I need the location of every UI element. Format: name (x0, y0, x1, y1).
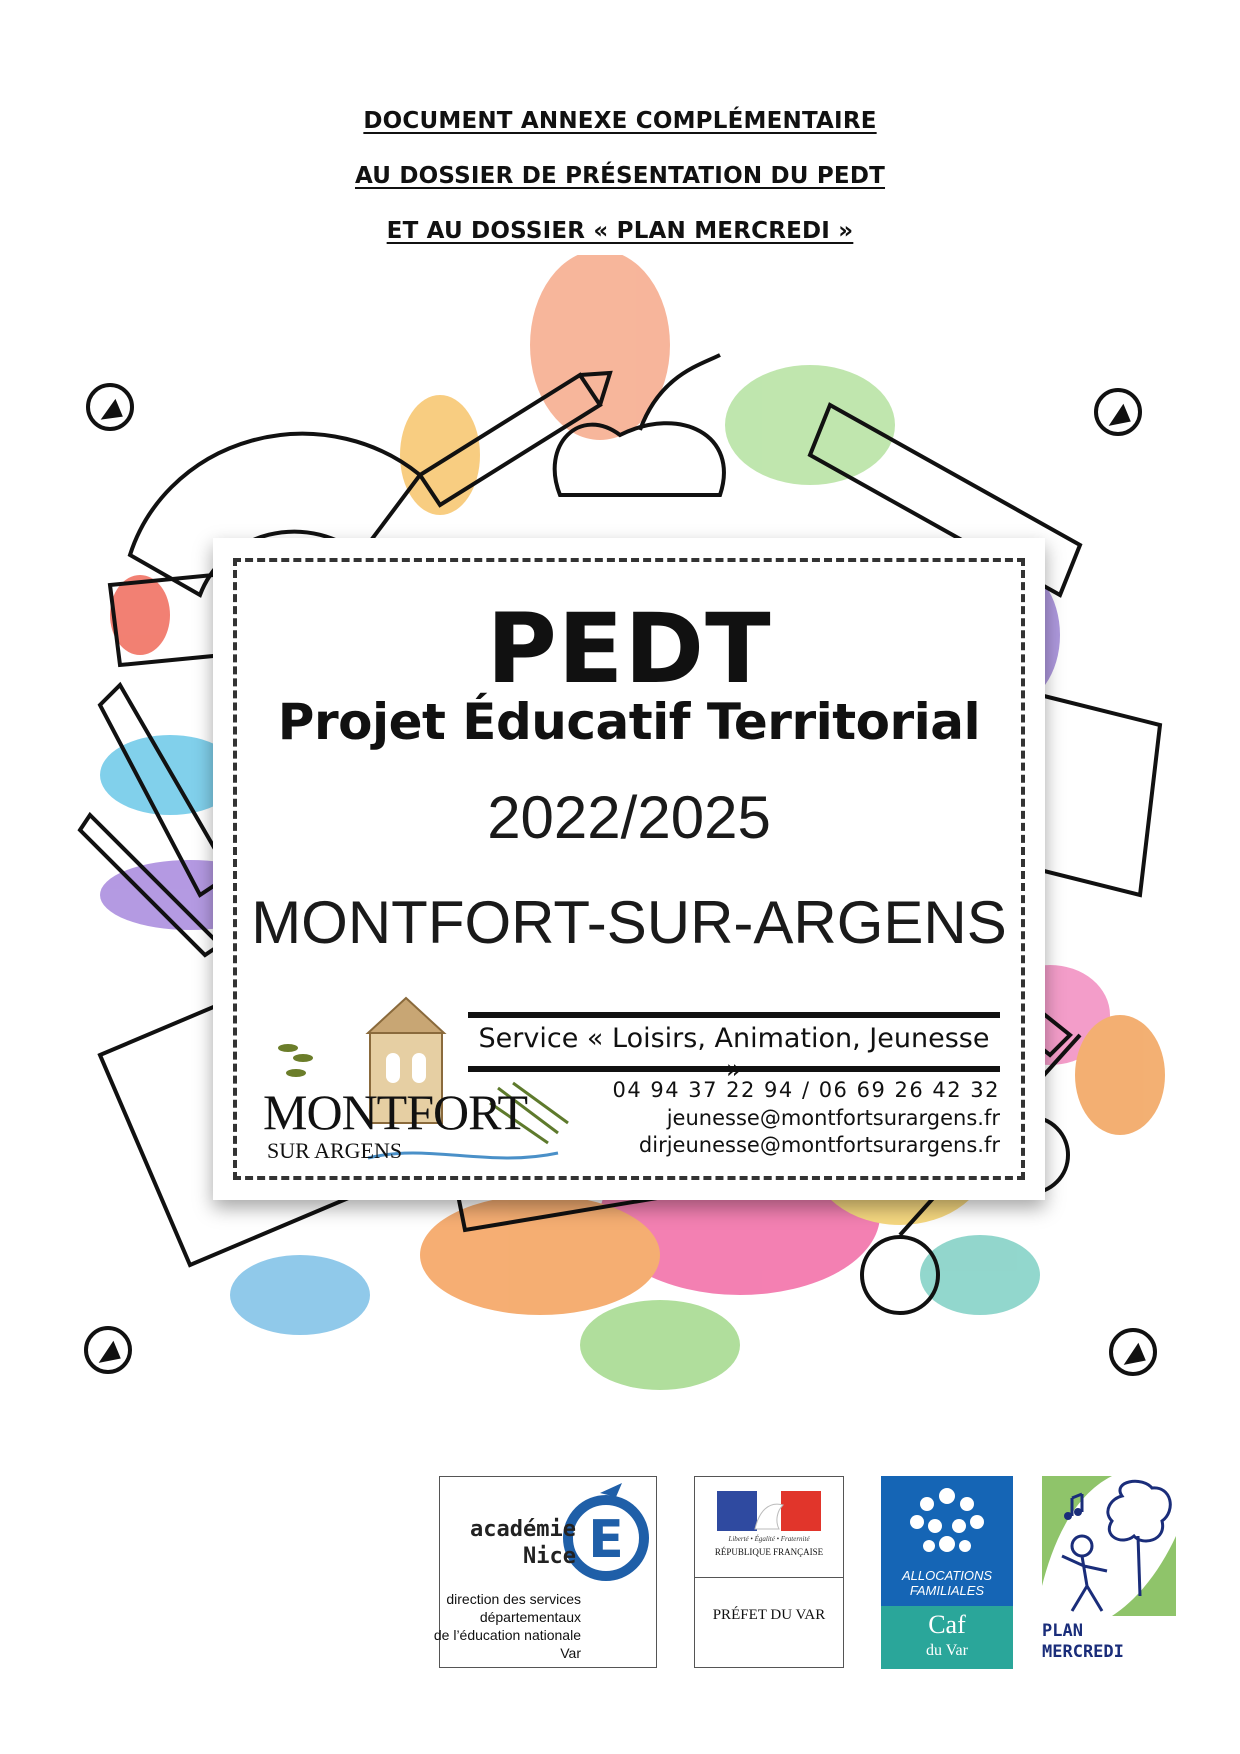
plan-mercredi-wordmark (1042, 1621, 1176, 1663)
prefet-divider (695, 1577, 843, 1578)
service-rule-top (468, 1012, 1000, 1018)
town-name: MONTFORT-SUR-ARGENS (251, 889, 1007, 956)
email-dirjeunesse[interactable]: dirjeunesse@montfortsurargens.fr (638, 1133, 1000, 1157)
academie-city: Nice (523, 1544, 576, 1569)
plan-mercredi-logo (1042, 1476, 1176, 1666)
svg-text:E: E (588, 1510, 624, 1570)
child-tree-icon (1042, 1476, 1176, 1616)
email-jeunesse[interactable]: jeunesse@montfortsurargens.fr (666, 1106, 1000, 1130)
service-rule-bottom (468, 1066, 1000, 1072)
olive-branch-icon (278, 1044, 313, 1077)
academie-dir-line-2: départementaux (479, 1609, 581, 1625)
caf-family-icon (907, 1486, 987, 1562)
service-name: Service « Loisirs, Animation, Jeunesse (478, 1023, 990, 1054)
caf-name-block (881, 1606, 1013, 1669)
header-line-1: DOCUMENT ANNEXE COMPLÉMENTAIRE (363, 108, 877, 134)
header-line-2: AU DOSSIER DE PRÉSENTATION DU PEDT (354, 163, 886, 189)
prefet-label: PRÉFET DU VAR (712, 1607, 826, 1623)
caf-line-1: ALLOCATIONS (901, 1568, 993, 1583)
academie-word: académie (470, 1517, 576, 1542)
prefet-du-var-logo (694, 1476, 844, 1668)
caf-line-2: FAMILIALES (909, 1583, 985, 1598)
marianne-icon (717, 1491, 821, 1531)
academie-dir-line-3: de l’éducation nationale (433, 1627, 581, 1643)
period-years: 2022/2025 (487, 784, 771, 851)
logo-wordmark: MONTFORT (263, 1084, 528, 1140)
phone-numbers: 04 94 37 22 94 / 06 69 26 42 32 (612, 1078, 1000, 1102)
academie-direction (381, 1590, 581, 1662)
academie-dir-line-1: direction des services (446, 1591, 581, 1607)
pedt-subtitle: Projet Éducatif Territorial (277, 693, 981, 751)
title-card (213, 538, 1045, 1200)
republique-francaise: RÉPUBLIQUE FRANÇAISE (714, 1547, 824, 1557)
logo-subtitle: SUR ARGENS (267, 1138, 403, 1163)
plan-line-1: PLAN (1042, 1621, 1083, 1641)
republic-motto: Liberté • Égalité • Fraternité (728, 1535, 810, 1543)
academie-nice-logo (433, 1476, 657, 1668)
caf-name: Caf (928, 1610, 966, 1639)
academie-dir-line-4: Var (560, 1645, 581, 1661)
pedt-acronym: PEDT (486, 593, 772, 705)
header-line-3: ET AU DOSSIER « PLAN MERCREDI » (386, 218, 854, 244)
caf-du-var-logo (881, 1476, 1013, 1669)
caf-region: du Var (926, 1642, 968, 1659)
plan-line-2: MERCREDI (1042, 1642, 1124, 1662)
caf-allocations (881, 1568, 1013, 1598)
